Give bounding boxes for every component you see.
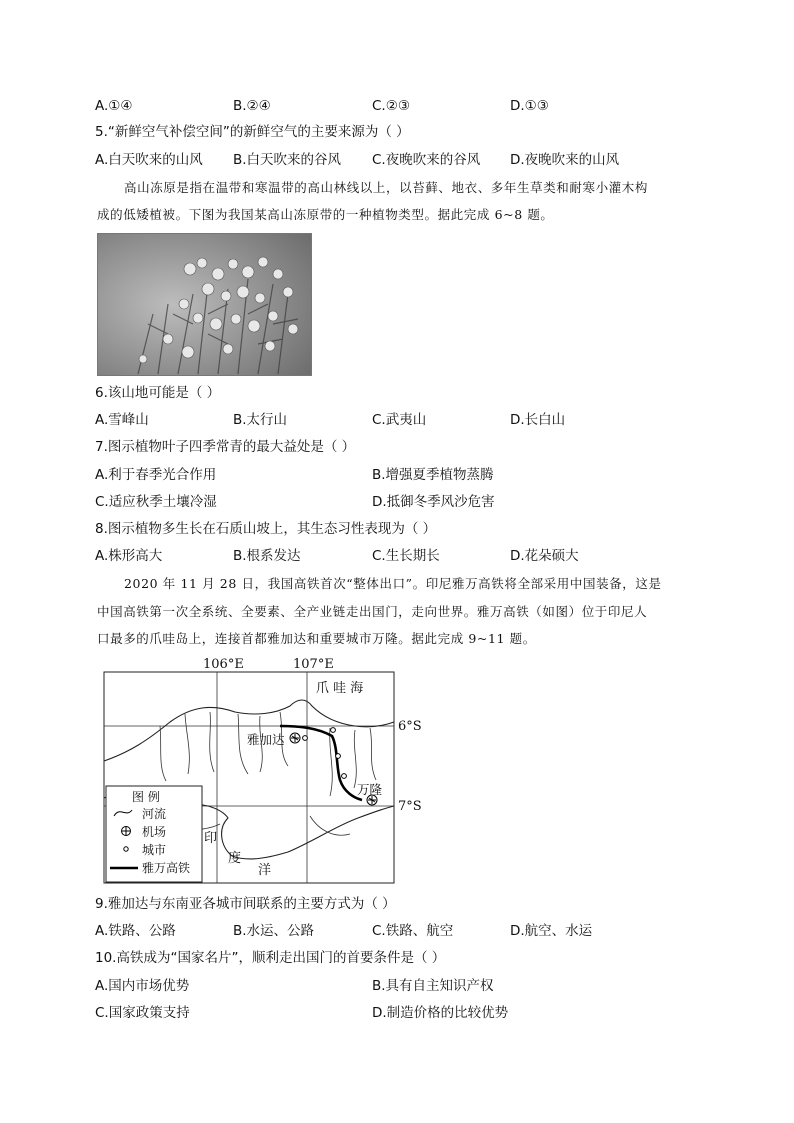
- plant-photo-drawing: [98, 234, 311, 375]
- legend-city: 城市: [142, 843, 167, 857]
- q9-stem: 9.雅加达与东南亚各城市间联系的主要方式为（ ）: [95, 896, 396, 912]
- q10-option-b: B.具有自主知识产权: [372, 978, 494, 994]
- city-marker: [303, 736, 308, 741]
- q6-option-a: A.雪峰山: [95, 412, 149, 428]
- airport-icon-jakarta: [290, 733, 300, 743]
- q5-option-a: A.白天吹来的山风: [95, 152, 203, 168]
- q5-option-d: D.夜晚吹来的山风: [510, 152, 620, 168]
- passage2-line1: 2020 年 11 月 28 日，我国高铁首次“整体出口”。印尼雅万高铁将全部采用中国装备，这是: [124, 576, 662, 591]
- q9-option-c: C.铁路、航空: [372, 923, 454, 939]
- q5-stem: 5.“新鲜空气补偿空间”的新鲜空气的主要来源为（ ）: [95, 124, 410, 140]
- label-bandung: 万隆: [357, 782, 383, 797]
- q8-stem: 8.图示植物多生长在石质山坡上，其生态习性表现为（ ）: [95, 521, 437, 537]
- q7-option-c: C.适应秋季土壤冷湿: [95, 494, 217, 510]
- q10-option-a: A.国内市场优势: [95, 978, 190, 994]
- city-marker: [342, 774, 347, 779]
- q7-option-b: B.增强夏季植物蒸腾: [372, 467, 494, 483]
- passage2-line2: 中国高铁第一次全系统、全要素、全产业链走出国门，走向世界。雅万高铁（如图）位于印尼人: [97, 604, 648, 619]
- q5-option-b: B.白天吹来的谷风: [233, 152, 342, 168]
- q6-stem: 6.该山地可能是（ ）: [95, 385, 221, 401]
- city-marker: [336, 754, 341, 759]
- q6-option-b: B.太行山: [233, 412, 288, 428]
- q4-option-b: B.②④: [233, 98, 271, 114]
- passage1-line1: 高山冻原是指在温带和寒温带的高山林线以上，以苔藓、地衣、多年生草类和耐寒小灌木构: [124, 180, 649, 195]
- q8-option-c: C.生长期长: [372, 548, 440, 564]
- map-legend: [106, 786, 202, 882]
- jakarta-bandung-railway-map: [100, 656, 430, 888]
- q7-stem: 7.图示植物叶子四季常青的最大益处是（ ）: [95, 439, 356, 455]
- q4-option-a: A.①④: [95, 98, 133, 114]
- q10-option-d: D.制造价格的比较优势: [372, 1005, 509, 1021]
- q7-option-d: D.抵御冬季风沙危害: [372, 494, 495, 510]
- label-107e: 107°E: [293, 657, 334, 672]
- q9-option-b: B.水运、公路: [233, 923, 315, 939]
- label-indian-ocean-3: 洋: [258, 863, 272, 878]
- q6-option-d: D.长白山: [510, 412, 566, 428]
- q4-option-d: D.①③: [510, 98, 549, 114]
- legend-airport: 机场: [142, 825, 167, 839]
- q10-option-c: C.国家政策支持: [95, 1005, 190, 1021]
- passage2-line3: 口最多的爪哇岛上，连接首都雅加达和重要城市万隆。据此完成 9~11 题。: [97, 631, 536, 646]
- city-legend-icon: [124, 847, 128, 851]
- q8-option-d: D.花朵硕大: [510, 548, 579, 564]
- label-7s: 7°S: [398, 799, 422, 814]
- label-indian-ocean-1: 印: [204, 831, 218, 846]
- alpine-tundra-plant-photo: [97, 233, 312, 376]
- q4-option-c: C.②③: [372, 98, 410, 114]
- label-6s: 6°S: [398, 719, 422, 734]
- q8-option-b: B.根系发达: [233, 548, 301, 564]
- legend-title: 图 例: [132, 790, 160, 804]
- legend-river: 河流: [142, 807, 167, 821]
- q8-option-a: A.株形高大: [95, 548, 163, 564]
- airport-legend-icon: [122, 827, 131, 836]
- q9-option-d: D.航空、水运: [510, 923, 593, 939]
- q6-option-c: C.武夷山: [372, 412, 427, 428]
- legend-railway: 雅万高铁: [142, 861, 191, 875]
- label-jakarta: 雅加达: [247, 732, 285, 747]
- label-java-sea: 爪 哇 海: [316, 681, 364, 696]
- passage1-line2: 成的低矮植被。下图为我国某高山冻原带的一种植物类型。据此完成 6~8 题。: [97, 207, 554, 222]
- q5-option-c: C.夜晚吹来的谷风: [372, 152, 481, 168]
- q9-option-a: A.铁路、公路: [95, 923, 176, 939]
- q7-option-a: A.利于春季光合作用: [95, 467, 217, 483]
- label-indian-ocean-2: 度: [228, 851, 242, 866]
- label-106e: 106°E: [203, 657, 244, 672]
- city-marker: [331, 728, 336, 733]
- q10-stem: 10.高铁成为“国家名片”，顺利走出国门的首要条件是（ ）: [95, 950, 446, 966]
- north-coastline: [104, 700, 394, 761]
